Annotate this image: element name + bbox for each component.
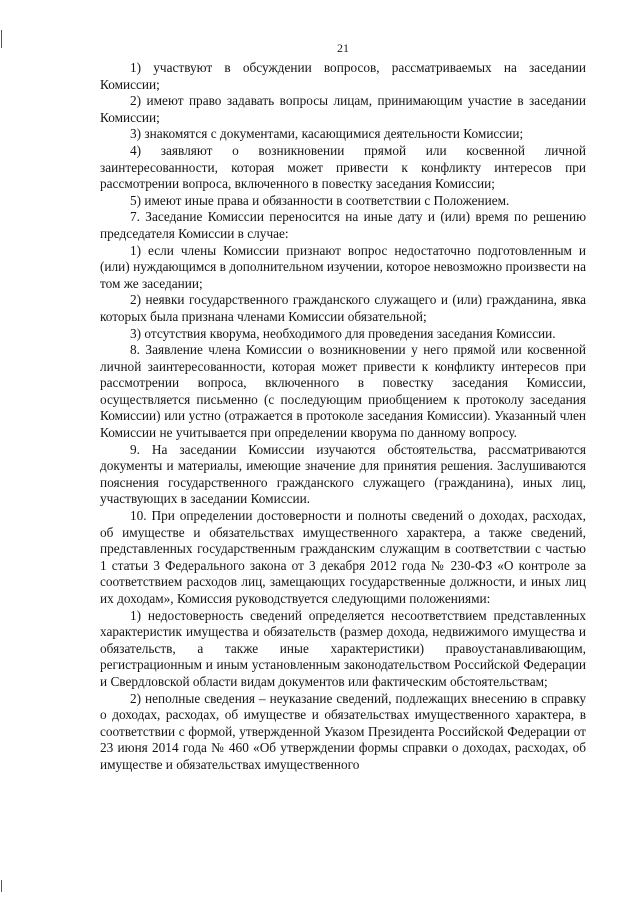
paragraph-2: 2) имеют право задавать вопросы лицам, принимающим участие в заседании Комиссии;: [100, 93, 586, 125]
paragraph-10: 8. Заявление члена Комиссии о возникновении у него прямой или косвенной личной заинтересованности, которая может привести к конфликту интересов при рассмотрении вопроса, включенного в повестку заседания Комиссии, осуществляется письменно (с последующим приобщением к протоколу заседания Комиссии) или устно (отражается в протоколе заседания Комиссии). Указанный член Комиссии не учитывается при определении кворума по данному вопросу.: [100, 342, 586, 441]
left-edge-mark-bottom: [1, 880, 2, 892]
paragraph-12: 10. При определении достоверности и полноты сведений о доходах, расходах, об имуществе и обязательствах имущественного характера, а также сведений, представленных государственным гражданским служащим в соответствии с частью 1 статьи 3 Федерального закона от 3 декабря 2012 года № 230-ФЗ «О контроле за соответствием расходов лиц, замещающих государственные должности, и иных лиц их доходам», Комиссия руководствуется следующими положениями:: [100, 508, 586, 606]
document-page: [100, 40, 586, 774]
paragraph-9: 3) отсутствия кворума, необходимого для проведения заседания Комиссии.: [130, 325, 556, 341]
paragraph-8: 2) неявки государственного гражданского служащего и (или) гражданина, явка которых была признана членами Комиссии обязательной;: [100, 292, 586, 324]
paragraph-5: 5) имеют иные права и обязанности в соответствии с Положением.: [130, 192, 510, 208]
page-number: 21: [337, 41, 349, 55]
paragraph-11: 9. На заседании Комиссии изучаются обстоятельства, рассматриваются документы и материалы, имеющие значение для принятия решения. Заслушиваются пояснения государственного гражданского служащего (гражданина), иных лиц, участвующих в заседании Комиссии.: [100, 441, 586, 507]
paragraph-13: 1) недостоверность сведений определяется несоответствием представленных характеристик имущества и обязательств (размер дохода, недвижимого имущества и обязательств, а также иные характеристики) правоустанавливающим, регистрационным и иным установленным законодательством Российской Федерации и Свердловской области видам документов или фактическим обстоятельствам;: [100, 607, 586, 689]
paragraph-3: 3) знакомятся с документами, касающимися деятельности Комиссии;: [130, 126, 524, 142]
paragraph-6: 7. Заседание Комиссии переносится на иные дату и (или) время по решению председателя Комиссии в случае:: [100, 209, 586, 241]
paragraph-14: 2) неполные сведения – неуказание сведений, подлежащих внесению в справку о доходах, расходах, об имуществе и обязательствах имущественного характера, в соответствии с формой, утвержденной Указом Президента Российской Федерации от 23 июня 2014 года № 460 «Об утверждении формы справки о доходах, расходах, об имуществе и обязательствах имущественного: [100, 690, 586, 772]
paragraph-4: 4) заявляют о возникновении прямой или косвенной личной заинтересованности, которая может привести к конфликту интересов при рассмотрении вопроса, включенного в повестку заседания Комиссии;: [100, 142, 586, 192]
left-edge-mark-top: [1, 30, 2, 48]
paragraph-7: 1) если члены Комиссии признают вопрос недостаточно подготовленным и (или) нуждающимся в дополнительном изучении, которое невозможно произвести на том же заседании;: [100, 242, 586, 291]
paragraph-1: 1) участвуют в обсуждении вопросов, рассматриваемых на заседании Комиссии;: [100, 60, 586, 92]
